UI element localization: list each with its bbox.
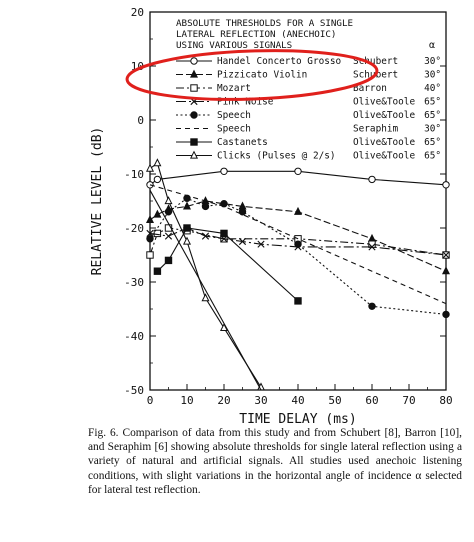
- legend-label: Pizzicato Violin: [217, 69, 308, 81]
- y-tick-label: -30: [124, 276, 144, 289]
- legend-label: Mozart: [217, 83, 251, 94]
- data-point: [295, 298, 301, 304]
- legend-label: Speech: [217, 123, 251, 135]
- legend-angle: 40°: [424, 83, 441, 94]
- x-tick-label: 40: [291, 394, 305, 407]
- data-point: [184, 225, 190, 231]
- legend-swatch-marker: [191, 152, 197, 158]
- y-tick-label: -40: [124, 330, 144, 343]
- data-point: [184, 238, 190, 244]
- legend-label: Clicks (Pulses @ 2/s): [217, 150, 336, 162]
- data-point: [369, 303, 375, 309]
- legend-source: Barron: [353, 83, 387, 94]
- data-point: [147, 236, 153, 242]
- y-axis-label: RELATIVE LEVEL (dB): [90, 126, 105, 276]
- y-tick-label: 20: [130, 6, 144, 19]
- x-tick-label: 70: [402, 394, 416, 407]
- data-point: [443, 311, 449, 317]
- legend-label: Castanets: [217, 137, 268, 148]
- x-axis-label: TIME DELAY (ms): [239, 412, 357, 427]
- data-point: [165, 233, 171, 239]
- x-tick-label: 30: [254, 394, 268, 407]
- data-point: [154, 159, 160, 165]
- legend-entry: [176, 124, 441, 135]
- series-7: [147, 159, 264, 390]
- caption-text: Fig. 6. Comparison of data from this study and from Schubert [8], Barron [10], and Seraphim [6] showing absolute thresholds for single lateral reflection using a variety of natural and artificial signals. All studies used anechoic listening conditions, with slight variations in the horizontal angle of incidence α selected for lateral test reflection.: [88, 427, 462, 496]
- data-point: [443, 267, 449, 273]
- legend-alpha-header: α: [428, 40, 436, 51]
- legend-source: Olive&Toole: [353, 110, 416, 121]
- legend-swatch-marker: [191, 58, 197, 64]
- data-point: [221, 230, 227, 236]
- series-line: [150, 198, 446, 314]
- x-tick-label: 10: [180, 394, 194, 407]
- data-point: [147, 252, 153, 258]
- y-tick-label: 10: [130, 60, 144, 73]
- x-tick-label: 80: [439, 394, 453, 407]
- legend-source: Olive&Toole: [353, 96, 416, 108]
- data-point: [369, 235, 375, 241]
- data-point: [369, 176, 375, 182]
- legend-swatch-marker: [191, 71, 197, 77]
- x-tick-label: 0: [146, 394, 154, 407]
- data-point: [147, 165, 153, 171]
- data-point: [165, 257, 171, 263]
- series-0: [147, 168, 449, 188]
- y-tick-label: -10: [124, 168, 144, 181]
- legend-source: Seraphim: [353, 123, 399, 135]
- legend-angle: 30°: [424, 56, 441, 67]
- series-8: [150, 190, 261, 390]
- legend-swatch-marker: [191, 85, 197, 91]
- legend-swatch-marker: [191, 112, 197, 118]
- data-point: [295, 241, 301, 247]
- legend-entry: [176, 137, 441, 148]
- legend-source: Olive&Toole: [353, 137, 416, 148]
- data-point: [165, 197, 171, 203]
- legend-title-line: USING VARIOUS SIGNALS: [176, 40, 293, 51]
- legend-swatch-marker: [191, 139, 197, 145]
- legend-source: Olive&Toole: [353, 150, 416, 162]
- legend-entry: [176, 70, 441, 81]
- legend-entry: [176, 83, 441, 94]
- legend-angle: 30°: [424, 123, 441, 135]
- legend-angle: 30°: [424, 69, 441, 81]
- legend-angle: 65°: [424, 110, 441, 121]
- x-tick-label: 50: [328, 394, 342, 407]
- y-tick-label: 0: [137, 114, 144, 127]
- legend-title-line: ABSOLUTE THRESHOLDS FOR A SINGLE: [176, 18, 354, 29]
- legend-angle: 65°: [424, 96, 441, 108]
- legend-source: Schubert: [353, 56, 399, 67]
- data-point: [147, 216, 153, 222]
- data-point: [443, 182, 449, 188]
- data-point: [221, 168, 227, 174]
- data-point: [154, 268, 160, 274]
- x-tick-label: 60: [365, 394, 379, 407]
- legend-label: Pink Noise: [217, 96, 274, 108]
- x-tick-label: 20: [217, 394, 231, 407]
- legend-entry: [176, 56, 441, 67]
- legend-label: Speech: [217, 110, 251, 121]
- data-point: [165, 209, 171, 215]
- legend-angle: 65°: [424, 150, 441, 162]
- figure-caption: [88, 426, 462, 497]
- legend-entry: [176, 110, 441, 121]
- legend-title-line: LATERAL REFLECTION (ANECHOIC): [176, 29, 337, 40]
- data-point: [295, 168, 301, 174]
- y-tick-label: -20: [124, 222, 144, 235]
- series-layer: [147, 159, 449, 390]
- y-tick-label: -50: [124, 384, 144, 397]
- legend-source: Schubert: [353, 69, 399, 81]
- data-point: [202, 294, 208, 300]
- data-point: [239, 209, 245, 215]
- data-point: [202, 203, 208, 209]
- legend-entry: [176, 151, 441, 162]
- legend: [176, 18, 441, 162]
- data-point: [154, 176, 160, 182]
- legend-angle: 65°: [424, 137, 441, 148]
- series-line: [150, 190, 261, 390]
- legend-label: Handel Concerto Grosso: [217, 56, 342, 67]
